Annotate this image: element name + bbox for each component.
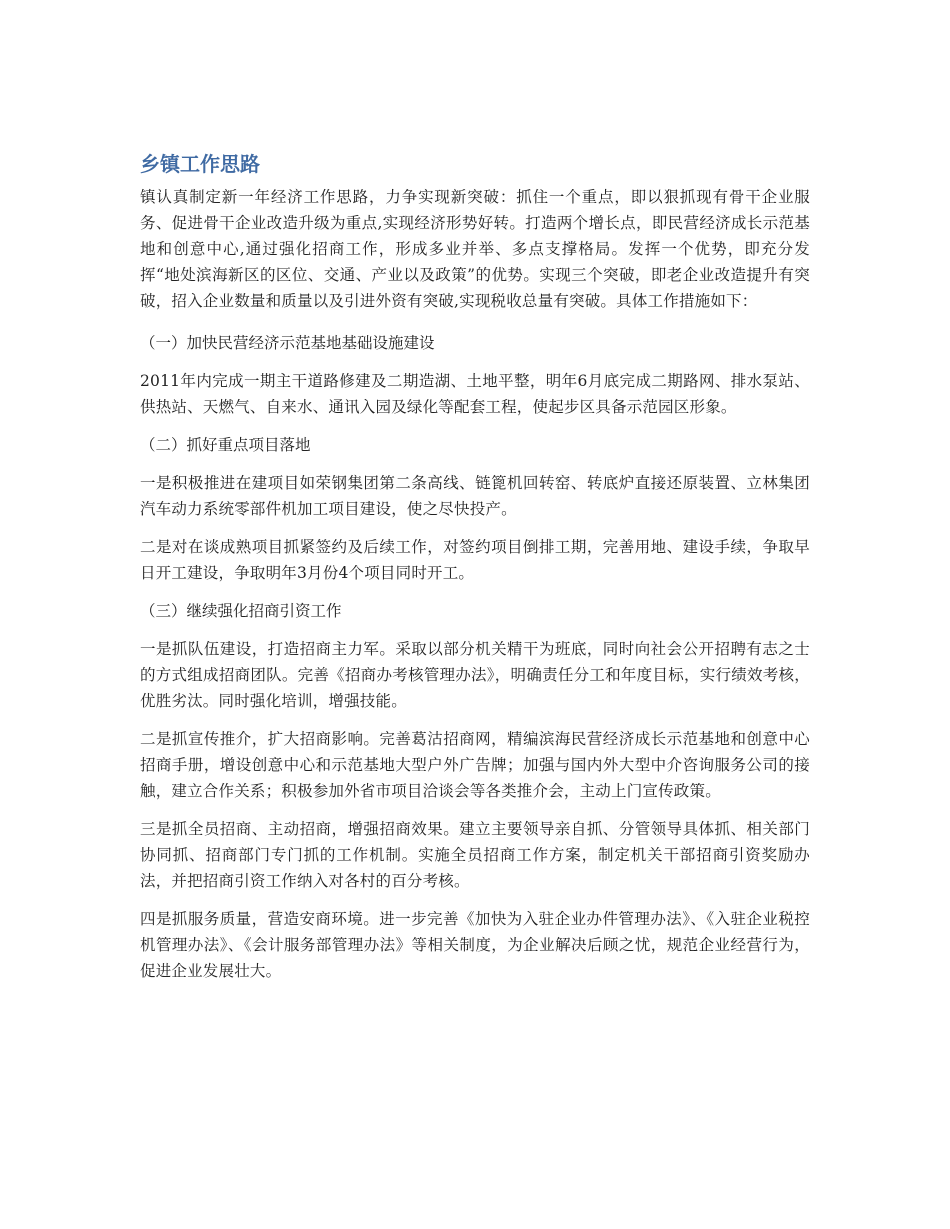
section-heading-3: （三）继续强化招商引资工作 [140, 602, 342, 620]
paragraph-base-construction: 2011年内完成一期主干道路修建及二期造湖、土地平整，明年6月底完成二期路网、排水泵站、供热站、天燃气、自来水、通讯入园及绿化等配套工程，使起步区具备示范园区形象。 [140, 372, 810, 416]
section-heading-2: （二）抓好重点项目落地 [140, 436, 311, 454]
document-page [140, 150, 810, 996]
paragraph-investment-3: 三是抓全员招商、主动招商，增强招商效果。建立主要领导亲自抓、分管领导具体抓、相关部门协同抓、招商部门专门抓的工作机制。实施全员招商工作方案，制定机关干部招商引资奖励办法，并把招商引资工作纳入对各村的百分考核。 [140, 820, 810, 890]
paragraph-project-1: 一是积极推进在建项目如荣钢集团第二条高线、链篦机回转窑、转底炉直接还原装置、立林集团汽车动力系统零部件机加工项目建设，使之尽快投产。 [140, 474, 810, 518]
intro-paragraph: 镇认真制定新一年经济工作思路，力争实现新突破：抓住一个重点，即以狠抓现有骨干企业服务、促进骨干企业改造升级为重点,实现经济形势好转。打造两个增长点，即民营经济成长示范基地和创意中心,通过强化招商工作，形成多业并举、多点支撑格局。发挥一个优势，即充分发挥“地处滨海新区的区位、交通、产业以及政策”的优势。实现三个突破，即老企业改造提升有突破，招入企业数量和质量以及引进外资有突破,实现税收总量有突破。具体工作措施如下： [140, 188, 810, 310]
paragraph-investment-2: 二是抓宣传推介，扩大招商影响。完善葛沽招商网，精编滨海民营经济成长示范基地和创意中心招商手册，增设创意中心和示范基地大型户外广告牌；加强与国内外大型中介咨询服务公司的接触，建立合作关系；积极参加外省市项目洽谈会等各类推介会，主动上门宣传政策。 [140, 730, 810, 800]
paragraph-project-2: 二是对在谈成熟项目抓紧签约及后续工作，对签约项目倒排工期，完善用地、建设手续，争取早日开工建设，争取明年3月份4个项目同时开工。 [140, 538, 810, 582]
paragraph-investment-4: 四是抓服务质量，营造安商环境。进一步完善《加快为入驻企业办件管理办法》、《入驻企业税控机管理办法》、《会计服务部管理办法》等相关制度，为企业解决后顾之忧，规范企业经营行为，促进企业发展壮大。 [140, 910, 810, 980]
section-heading-1: （一）加快民营经济示范基地基础设施建设 [140, 334, 435, 352]
paragraph-investment-1: 一是抓队伍建设，打造招商主力军。采取以部分机关精干为班底，同时向社会公开招聘有志之士的方式组成招商团队。完善《招商办考核管理办法》，明确责任分工和年度目标，实行绩效考核，优胜劣汰。同时强化培训，增强技能。 [140, 640, 810, 710]
document-title: 乡镇工作思路 [140, 152, 260, 176]
